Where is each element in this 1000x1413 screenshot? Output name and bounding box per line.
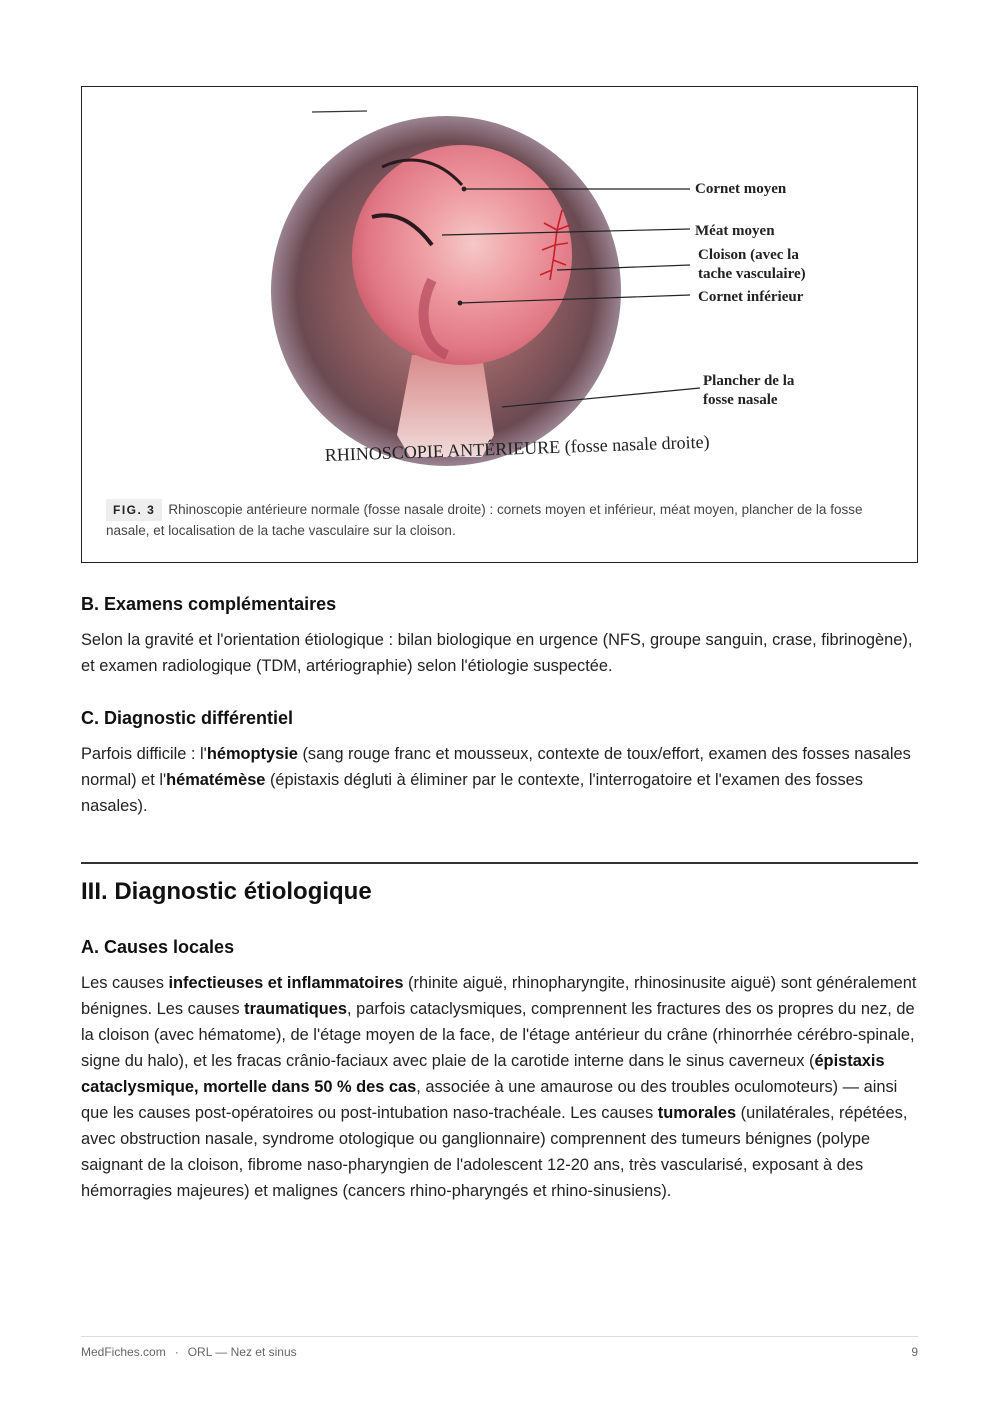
section-b-paragraph: Selon la gravité et l'orientation étiologique : bilan biologique en urgence (NFS, groupe sanguin, crase, fibrinogène), et examen radiologique (TDM, artériographie) selon l'étiologie suspectée. bbox=[81, 631, 913, 675]
label-plancher-line1: Plancher de la bbox=[703, 373, 795, 389]
footer-section: ORL — Nez et sinus bbox=[187, 1345, 297, 1359]
rhinoscopy-illustration bbox=[232, 105, 806, 475]
label-cornet-moyen: Cornet moyen bbox=[695, 181, 787, 197]
label-meat-moyen: Méat moyen bbox=[695, 223, 775, 239]
term-hemoptysie: hémoptysie bbox=[206, 745, 298, 763]
label-cloison-line1: Cloison (avec la bbox=[698, 247, 799, 263]
page-footer bbox=[81, 1336, 918, 1359]
term-hematemese: hématémèse bbox=[166, 771, 266, 789]
figure-3 bbox=[81, 86, 918, 563]
footer-left bbox=[81, 1345, 297, 1359]
footer-site: MedFiches.com bbox=[81, 1345, 166, 1359]
footer-separator: · bbox=[174, 1345, 179, 1359]
figure-caption bbox=[106, 499, 896, 541]
section-divider bbox=[81, 862, 918, 864]
section-b-heading: B. Examens complémentaires bbox=[81, 594, 337, 614]
caption-text: Rhinoscopie antérieure normale (fosse nasale droite) : cornets moyen et inférieur, méat moyen, plancher de la fosse nasale, et localisation de la tache vasculaire sur la cloison. bbox=[106, 502, 863, 538]
section-c-paragraph: Parfois difficile : l'hémoptysie (sang rouge franc et mousseux, contexte de toux/effort, examen des fosses nasales normal) et l'hématémèse (épistaxis dégluti à éliminer par le contexte, l'interrogatoire et l'examen des fosses nasales). bbox=[81, 745, 911, 815]
section-c-heading: C. Diagnostic différentiel bbox=[81, 708, 294, 728]
section-a-heading: A. Causes locales bbox=[81, 937, 235, 957]
label-plancher-line2: fosse nasale bbox=[703, 392, 778, 408]
section-a-paragraph: Les causes infectieuses et inflammatoires (rhinite aiguë, rhinopharyngite, rhinosinusite aiguë) sont généralement bénignes. Les causes traumatiques, parfois cataclysmiques, comprennent les fractures des os propres du nez, de la cloison (avec hématome), de l'étage moyen de la face, de l'étage antérieur du crâne (rhinorrhée cérébro-spinale, signe du halo), et les fracas crânio-faciaux avec plaie de la carotide interne dans le sinus caverneux (épistaxis cataclysmique, mortelle dans 50 % des cas, associée à une amaurose ou des troubles oculomoteurs) — ainsi que les causes post-opératoires ou post-intubation naso-trachéale. Les causes tumorales (unilatérales, répétées, avec obstruction nasale, syndrome otologique ou ganglionnaire) comprennent des tumeurs bénignes (polype saignant de la cloison, fibrome naso-pharyngien de l'adolescent 12-20 ans, très vascularisé, exposant à des hémorragies majeures) et malignes (cancers rhino-pharyngés et rhino-sinusiens). bbox=[81, 974, 917, 1200]
illustration-title: RHINOSCOPIE ANTÉRIEURE (fosse nasale droite) bbox=[324, 431, 710, 465]
document-page bbox=[81, 86, 918, 1200]
figure-tag: FIG. 3 bbox=[106, 499, 162, 521]
page-number: 9 bbox=[911, 1345, 918, 1359]
part-3-heading: III. Diagnostic étiologique bbox=[81, 878, 372, 905]
nasal-cavity-view bbox=[352, 145, 572, 365]
label-cloison-line2: tache vasculaire) bbox=[698, 266, 806, 282]
label-cornet-inferieur: Cornet inférieur bbox=[698, 289, 804, 305]
